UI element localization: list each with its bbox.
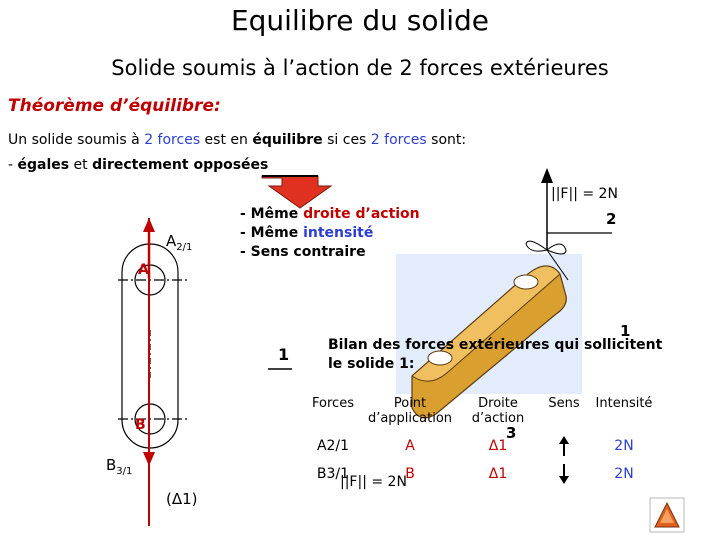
label-solid-1: 1: [278, 345, 290, 364]
cell-sens: [542, 426, 586, 460]
header-droite: Droite d’action: [471, 396, 525, 426]
table-row: [300, 426, 662, 460]
label-solid-2: 2: [606, 210, 617, 228]
bilan-heading: Bilan des forces extérieures qui sollicitent le solide 1:: [328, 337, 663, 372]
force-norm-bottom: ||F|| = 2N: [340, 474, 407, 490]
force-A21-arrowhead: [143, 218, 155, 232]
condition-egales: égales: [17, 157, 70, 173]
cell-force: B3/1: [316, 466, 350, 482]
equilibrium-conditions: [240, 205, 420, 262]
big-red-down-arrow-icon: [262, 176, 331, 208]
solid-1-schematic: [118, 244, 188, 448]
statement-text-4: équilibre: [252, 132, 323, 148]
header-forces: Forces: [312, 396, 354, 411]
condition-et: et: [69, 157, 93, 173]
cell-droite: Δ1: [488, 466, 508, 482]
page-title: Equilibre du solide: [230, 4, 490, 37]
cell-point: A: [405, 438, 415, 454]
table-header-row: [300, 396, 662, 426]
part-hole-1: [514, 275, 538, 289]
force-norm-top: ||F|| = 2N: [551, 186, 618, 202]
statement-text-6: 2 forces: [370, 132, 427, 148]
condition-1: - Même droite d’action: [240, 206, 420, 222]
condition-3: - Sens contraire: [240, 244, 366, 260]
label-B: B: [135, 417, 146, 433]
statement-text-2: 2 forces: [144, 132, 201, 148]
label-part-1: 1: [620, 322, 631, 340]
cell-intensite: 2N: [614, 438, 634, 454]
cell-sens: [542, 460, 586, 490]
label-solid-3: 3: [506, 424, 517, 442]
page-subtitle: Solide soumis à l’action de 2 forces extérieures: [111, 56, 609, 80]
theorem-heading: Théorème d’équilibre:: [8, 96, 221, 116]
condition-2: - Même intensité: [240, 225, 374, 241]
label-A21: $A_{2/1}$: [166, 232, 193, 253]
condition-dash: -: [8, 157, 18, 173]
statement-text-7: sont:: [426, 132, 467, 148]
cell-point: B: [405, 466, 415, 482]
cell-force: A2/1: [316, 438, 350, 454]
cell-droite: Δ1: [488, 438, 508, 454]
arrow-down-icon: [557, 464, 571, 484]
header-sens: Sens: [548, 396, 580, 411]
header-intensite: Intensité: [595, 396, 653, 411]
statement-text-3: est en: [200, 132, 253, 148]
statement-text-1: Un solide soumis à: [8, 132, 145, 148]
force-B31-arrowhead: [143, 452, 155, 466]
header-point: Point d’application: [367, 396, 453, 426]
cell-intensite: 2N: [614, 466, 634, 482]
pin-shape: [526, 241, 566, 254]
label-A: A: [138, 262, 149, 278]
arrow-up-icon: [557, 436, 571, 456]
force-solid-2-arrowhead: [541, 168, 553, 183]
label-delta1: (Δ1): [166, 490, 198, 508]
condition-opposees: directement opposées: [92, 157, 269, 173]
statement-text-5: si ces: [322, 132, 371, 148]
label-B31: $B_{3/1}$: [106, 456, 133, 477]
